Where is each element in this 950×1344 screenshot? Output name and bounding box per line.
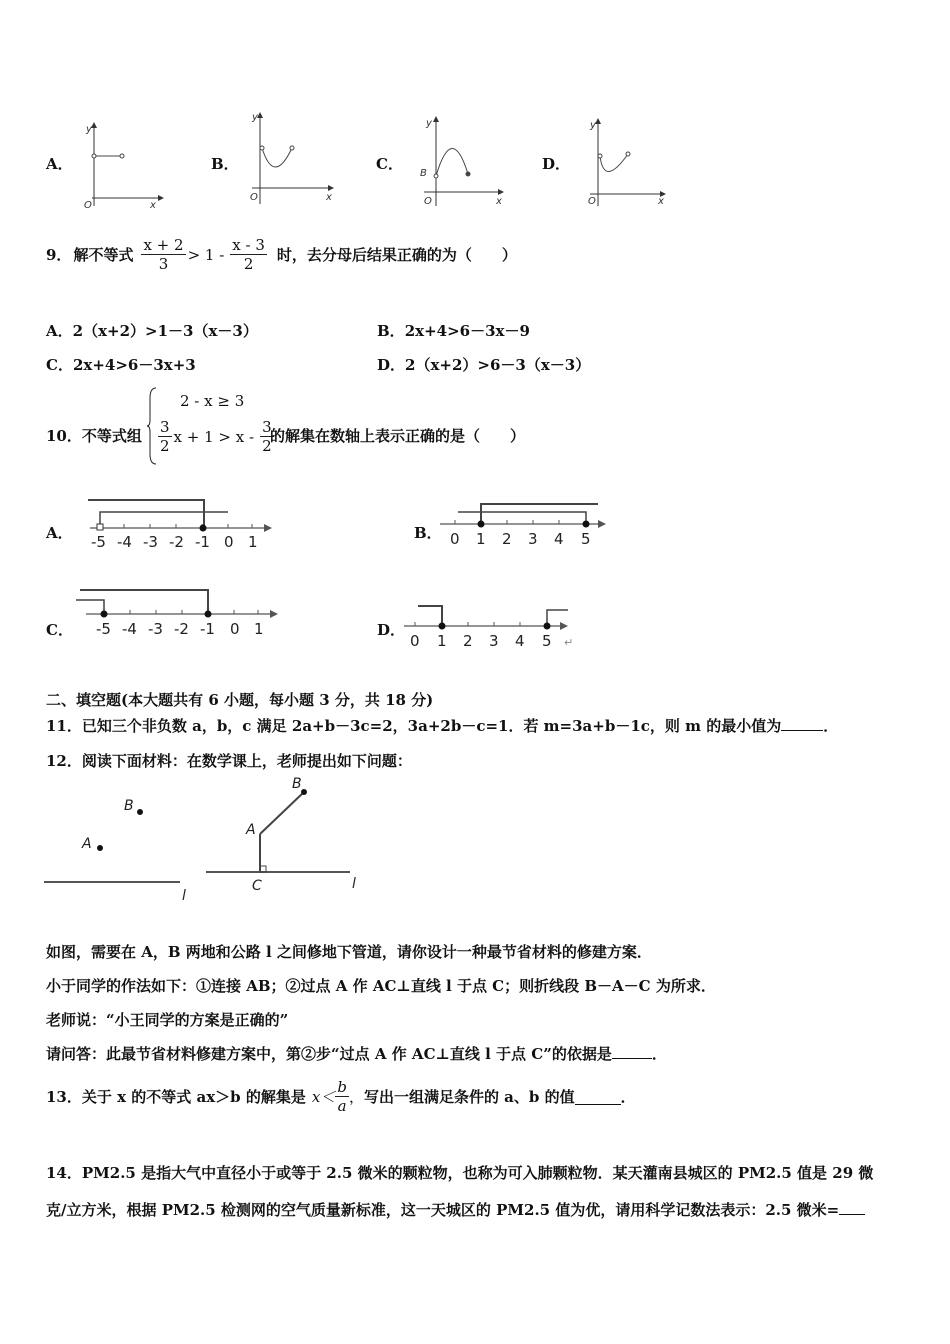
q8-c-y-label: y	[426, 118, 432, 129]
q9-fraction-2: $\frac{x - 3}{2}$	[232, 236, 265, 273]
q8-option-a-label: A．	[46, 155, 73, 173]
q12-left-point-a: A	[82, 836, 92, 852]
q8-graph-b	[238, 108, 338, 210]
q14-line-2: 克/立方米，根据 PM2.5 检测网的空气质量新标准，这一天城区的 PM2.5 值为优，请用科学记数法表示：2.5 微米=	[46, 1199, 865, 1220]
q9-option-d: D．2（x+2）>6－3（x－3）	[377, 356, 591, 374]
q8-graph-c	[414, 112, 510, 210]
q8-b-origin: O	[250, 192, 258, 203]
q9-prefix: 解不等式	[73, 246, 134, 264]
q12-right-point-a: A	[246, 822, 256, 838]
q8-a-x-label: x	[150, 200, 156, 210]
q8-a-y-label: y	[86, 124, 92, 135]
q8-c-x-label: x	[496, 196, 502, 207]
q13-answer-blank[interactable]	[575, 1090, 621, 1105]
tick: 2	[502, 530, 512, 548]
q12-line-1: 如图，需要在 A，B 两地和公路 l 之间修地下管道，请你设计一种最节省材料的修建方案．	[46, 943, 652, 961]
tick: -2	[169, 533, 184, 551]
q9-stem	[46, 236, 517, 273]
q12-right-point-c: C	[252, 878, 262, 894]
tick: -3	[143, 533, 158, 551]
tick: 0	[450, 530, 460, 548]
tick: 3	[528, 530, 538, 548]
q10-prefix: 10．不等式组	[46, 427, 142, 445]
q11-answer-blank[interactable]	[781, 716, 823, 731]
q8-b-x-label: x	[326, 192, 332, 203]
q9-option-a: A．2（x+2）>1－3（x－3）	[46, 322, 258, 340]
q10-numberline-a	[76, 494, 276, 552]
q10-option-d-label: D．	[377, 621, 406, 639]
q9-fraction-1: $\frac{x + 2}{3}$	[143, 236, 184, 273]
tick: -3	[148, 620, 163, 638]
tick: 5	[542, 632, 552, 650]
q12-line-4: 请问答：此最节省材料修建方案中，第②步“过点 A 作 AC⊥直线 l 于点 C”的依据是 ．	[46, 1045, 667, 1063]
q9-suffix: 时，去分母后结果正确的为（ ）	[276, 246, 517, 264]
tick: -1	[200, 620, 215, 638]
q10-inequality-1: 2 - x ≥ 3	[180, 392, 245, 410]
q8-d-y-label: y	[590, 120, 596, 131]
tick: 0	[230, 620, 240, 638]
q8-option-d-label: D．	[542, 155, 571, 173]
tick: 5	[581, 530, 591, 548]
q8-c-origin: O	[424, 196, 432, 207]
q9-number: 9．	[46, 246, 72, 264]
q13-fraction: $\frac{b}{a}$	[337, 1078, 347, 1115]
tick: -4	[122, 620, 137, 638]
q8-graph-d	[580, 114, 672, 210]
q12-left-point-b: B	[124, 798, 134, 814]
q12-left-line-l: l	[182, 888, 186, 904]
q8-graph-a	[78, 118, 168, 210]
q12-answer-blank[interactable]	[612, 1044, 652, 1059]
q9-option-c: C．2x+4>6－3x+3	[46, 356, 196, 374]
tick: 3	[489, 632, 499, 650]
tick: -2	[174, 620, 189, 638]
q12-figure-left	[44, 790, 204, 908]
q10-option-b-label: B．	[414, 524, 442, 542]
q8-a-origin: O	[84, 200, 92, 210]
q12-figure-right	[206, 772, 366, 894]
q10-numberline-c	[76, 586, 282, 642]
q9-option-b: B．2x+4>6－3x－9	[377, 322, 530, 340]
q8-option-c-label: C．	[376, 155, 403, 173]
tick: 1	[437, 632, 447, 650]
tick: 0	[410, 632, 420, 650]
section-title: 二、填空题(本大题共有 6 小题，每小题 3 分，共 18 分)	[46, 691, 434, 709]
q10-numberline-d	[402, 598, 592, 650]
q10-option-a-label: A．	[46, 524, 73, 542]
return-mark: ↵	[564, 636, 574, 649]
tick: 1	[248, 533, 258, 551]
q8-b-y-label: y	[252, 112, 258, 123]
q10-numberline-b	[438, 494, 618, 550]
tick: -1	[195, 533, 210, 551]
q13: 13．关于 x 的不等式 ax＞b 的解集是 x＜ $\frac{b}{a}$ ， 写出一组满足条件的 a、b 的值 ．	[46, 1078, 636, 1115]
q11: 11．已知三个非负数 a，b，c 满足 2a+b－3c=2，3a+2b－c=1．若 m=3a+b－1c，则 m 的最小值为 ．	[46, 717, 839, 735]
tick: 1	[476, 530, 486, 548]
tick: 4	[554, 530, 564, 548]
tick: 0	[224, 533, 234, 551]
tick: 2	[463, 632, 473, 650]
q10-suffix: 的解集在数轴上表示正确的是（ ）	[270, 427, 526, 445]
q12-line-2: 小于同学的作法如下：①连接 AB；②过点 A 作 AC⊥直线 l 于点 C；则折线段 B－A－C 为所求．	[46, 977, 716, 995]
q8-d-origin: O	[588, 196, 596, 207]
tick: -5	[96, 620, 111, 638]
tick: 4	[515, 632, 525, 650]
q14-line-1: 14．PM2.5 是指大气中直径小于或等于 2.5 微米的颗粒物，也称为可入肺颗粒物．某天灌南县城区的 PM2.5 值是 29 微	[46, 1164, 874, 1182]
q8-option-b-label: B．	[211, 155, 239, 173]
tick: -4	[117, 533, 132, 551]
q10-inequality-2: $\frac{3}{2}$ x + 1 > x - $\frac{3}{2}$	[160, 418, 272, 455]
q12-intro: 12．阅读下面材料：在数学课上，老师提出如下问题：	[46, 752, 412, 770]
q12-right-point-b: B	[292, 776, 302, 792]
q14-answer-blank[interactable]	[839, 1200, 865, 1215]
q12-right-line-l: l	[352, 876, 356, 892]
q8-d-x-label: x	[658, 196, 664, 207]
q8-c-point-label: B	[420, 168, 427, 179]
q10-option-c-label: C．	[46, 621, 73, 639]
q9-middle: > 1 -	[187, 245, 225, 264]
tick: -5	[91, 533, 106, 551]
q10-brace	[146, 386, 158, 466]
tick: 1	[254, 620, 264, 638]
q12-line-3: 老师说：“小王同学的方案是正确的”	[46, 1011, 289, 1029]
